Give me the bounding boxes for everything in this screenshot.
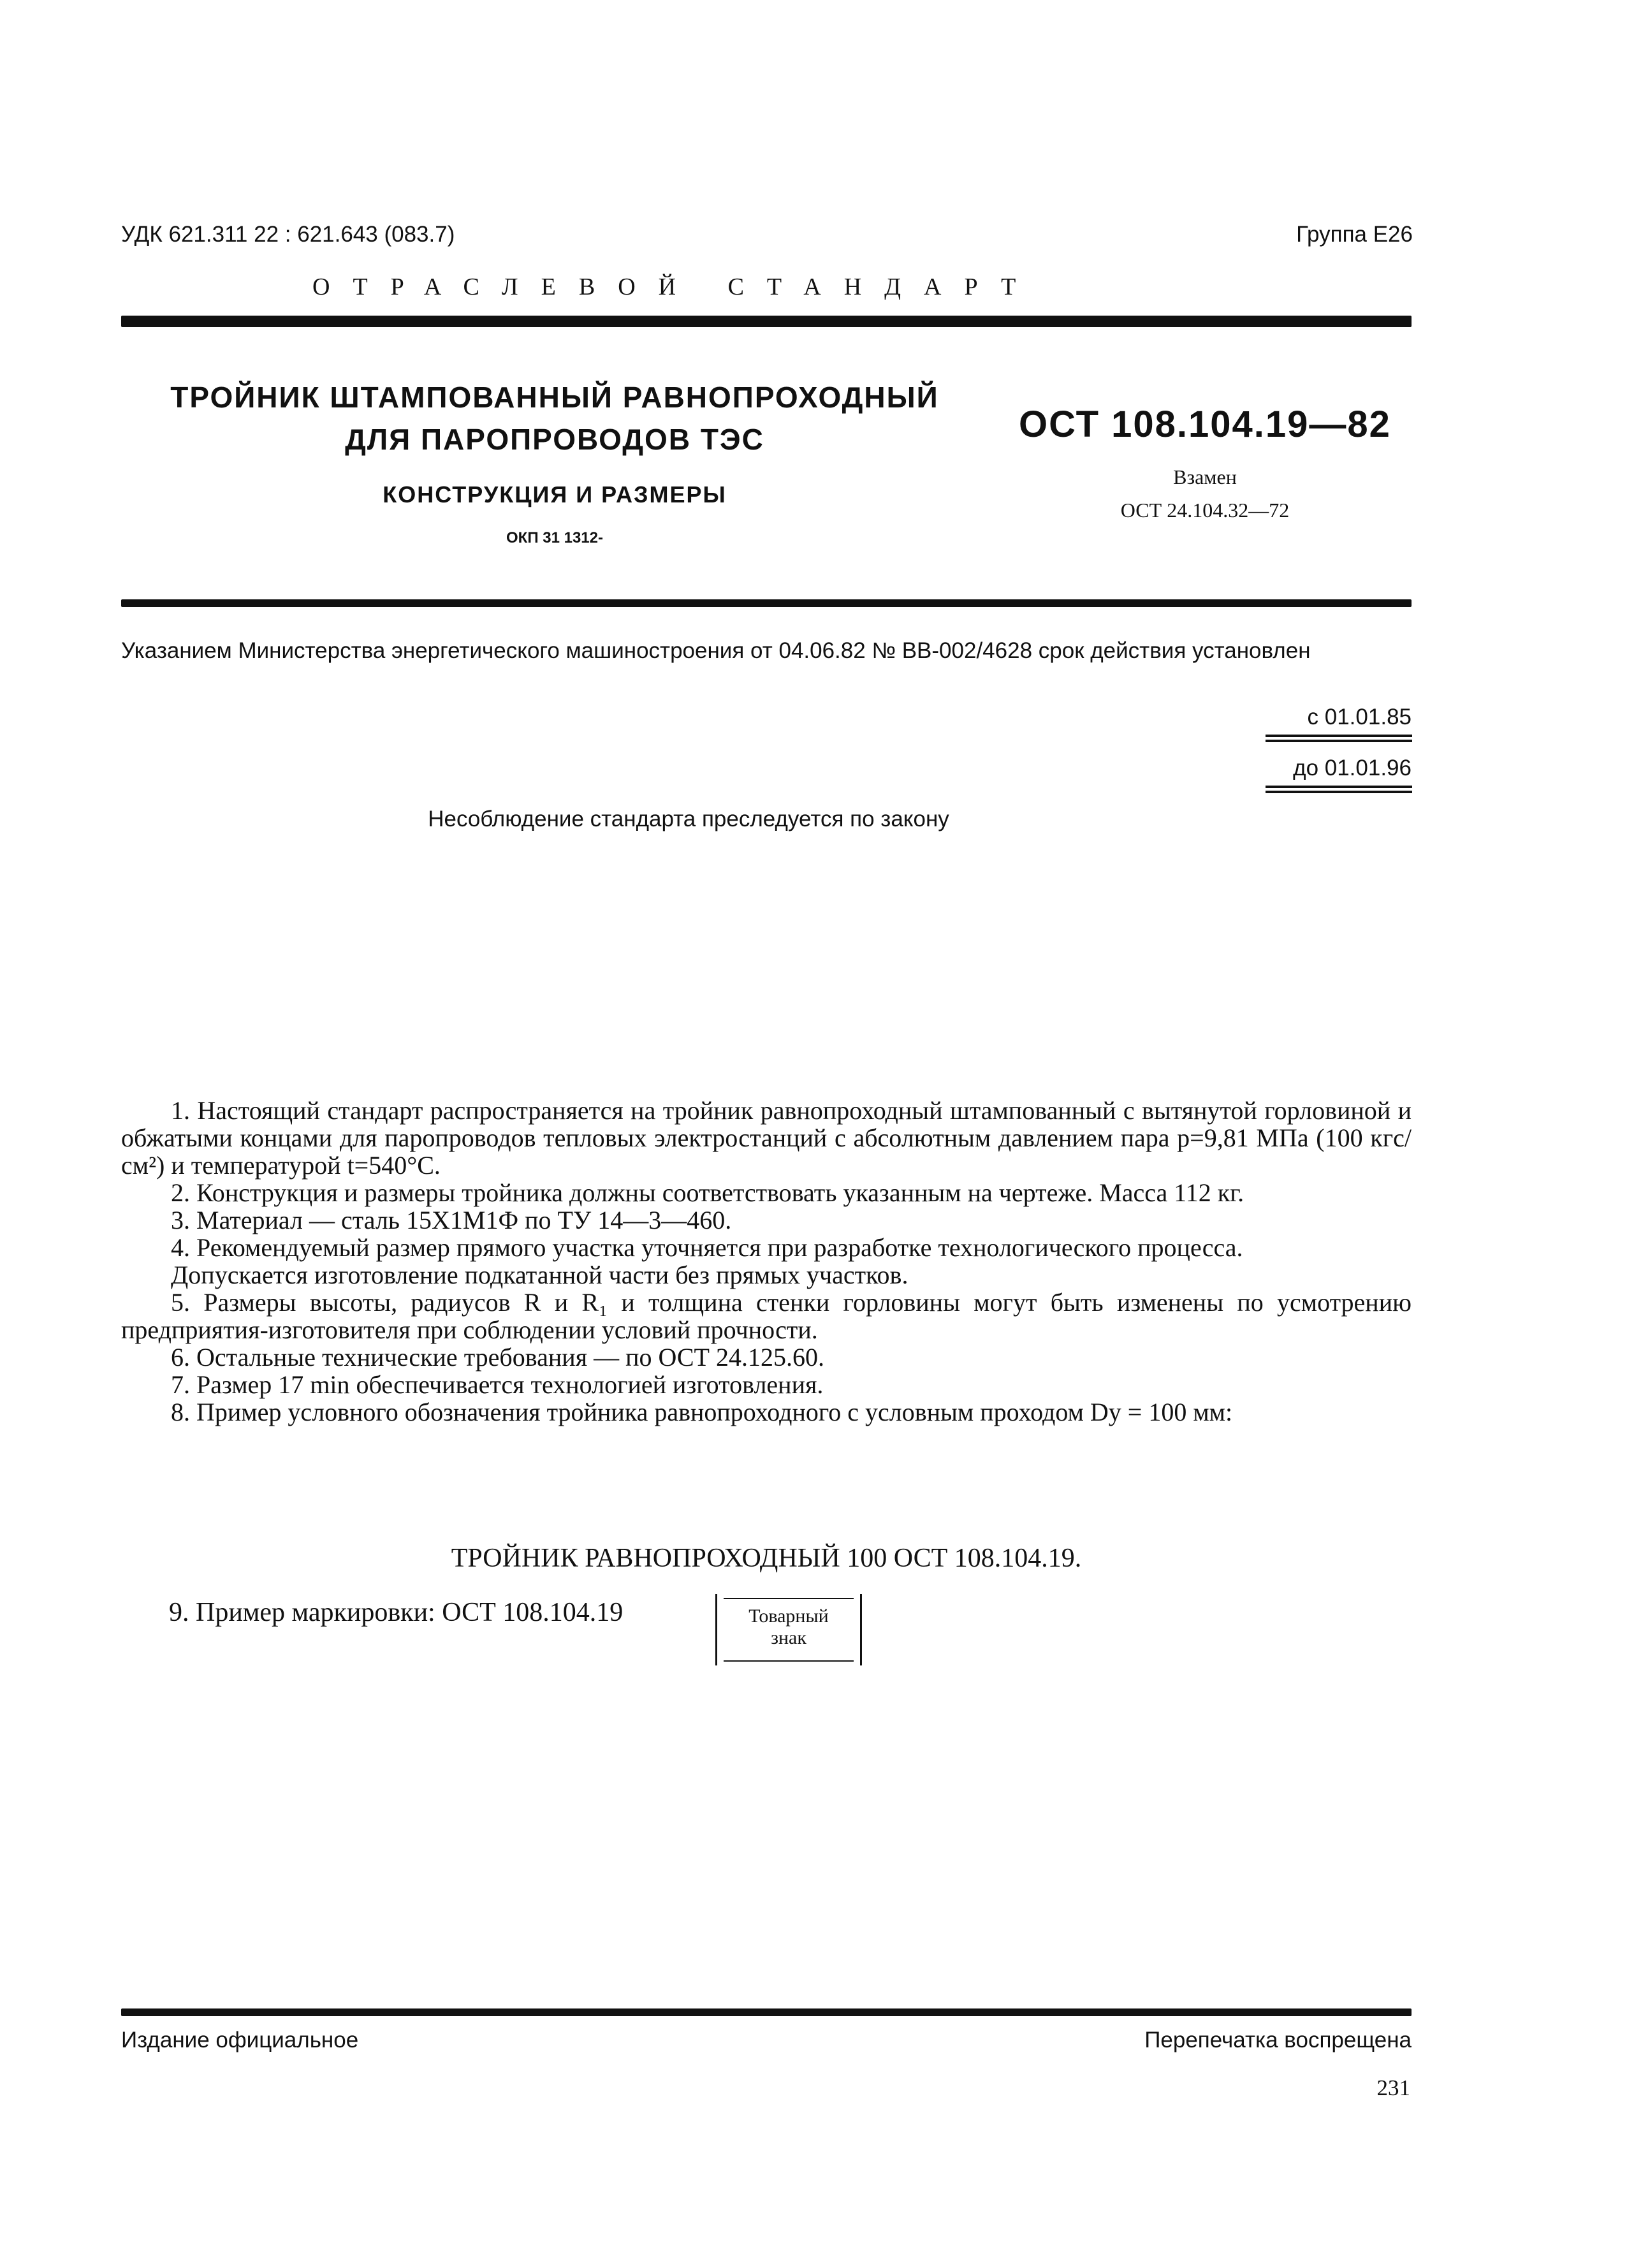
document-subtitle: КОНСТРУКЦИЯ И РАЗМЕРЫ — [383, 481, 727, 508]
decree-text: Указанием Министерства энергетического машиностроения от 04.06.82 № ВВ-002/4628 срок действия установлен — [121, 638, 1311, 663]
document-title — [153, 376, 956, 460]
valid-to: до 01.01.96 — [1293, 756, 1412, 780]
trademark-top-line — [724, 1598, 854, 1599]
designation-example: ТРОЙНИК РАВНОПРОХОДНЫЙ 100 ОСТ 108.104.19. — [451, 1544, 1082, 1573]
title-rule — [121, 599, 1412, 607]
replaces-code: ОСТ 24.104.32—72 — [1120, 499, 1290, 522]
trademark-bottom-line — [724, 1660, 854, 1662]
standard-body — [121, 1097, 1412, 1426]
replaces-block — [995, 460, 1415, 527]
trademark-label — [717, 1606, 860, 1649]
valid-from-underline — [1266, 735, 1412, 742]
industry-standard-heading: ОТРАСЛЕВОЙ СТАНДАРТ — [312, 274, 1039, 300]
okp-code: ОКП 31 1312- — [506, 529, 603, 546]
clause-8: 8. Пример условного обозначения тройника равнопроходного с условным проходом Dу = 100 мм: — [171, 1398, 1233, 1426]
header-rule — [121, 316, 1412, 327]
legal-warning: Несоблюдение стандарта преследуется по закону — [428, 807, 949, 831]
trademark-line-2: знак — [771, 1627, 806, 1648]
trademark-line-1: Товарный — [748, 1606, 829, 1627]
page-number: 231 — [1376, 2075, 1410, 2100]
clause-4-note: Допускается изготовление подкатанной части без прямых участков. — [171, 1261, 908, 1289]
clause-7: 7. Размер 17 min обеспечивается технологией изготовления. — [171, 1370, 824, 1399]
clause-4: 4. Рекомендуемый размер прямого участка уточняется при разработке технологического процесса. — [171, 1233, 1243, 1262]
group-code: Группа Е26 — [1296, 222, 1413, 247]
clause-1: 1. Настоящий стандарт распространяется на тройник равнопроходный штампованный с вытянутой горловиной и обжатыми концами для паропроводов тепловых электростанций с абсолютным давлением пара p=9,81 МПа (100 кгс/см²) и температурой t=540°С. — [121, 1096, 1412, 1180]
clause-6: 6. Остальные технические требования — по ОСТ 24.125.60. — [171, 1343, 824, 1372]
footer-rule — [121, 2008, 1412, 2016]
clause-5: 5. Размеры высоты, радиусов R и R₁ и толщина стенки горловины могут быть изменены по усмотрению предприятия-изготовителя при соблюдении условий прочности. — [121, 1288, 1412, 1344]
standard-code: ОСТ 108.104.19—82 — [1019, 404, 1391, 445]
valid-from: с 01.01.85 — [1307, 705, 1412, 729]
marking-example: 9. Пример маркировки: ОСТ 108.104.19 — [169, 1598, 624, 1627]
title-line-2: ДЛЯ ПАРОПРОВОДОВ ТЭС — [345, 423, 764, 456]
udk-code: УДК 621.311 22 : 621.643 (083.7) — [121, 222, 455, 247]
edition-note: Издание официальное — [121, 2028, 359, 2052]
clause-2: 2. Конструкция и размеры тройника должны соответствовать указанным на чертеже. Масса 112 кг. — [171, 1178, 1244, 1207]
replaces-label: Взамен — [1173, 465, 1237, 488]
clause-3: 3. Материал — сталь 15Х1М1Ф по ТУ 14—3—460. — [171, 1206, 732, 1234]
valid-to-underline — [1266, 786, 1412, 793]
title-line-1: ТРОЙНИК ШТАМПОВАННЫЙ РАВНОПРОХОДНЫЙ — [170, 381, 939, 414]
trademark-box — [715, 1594, 862, 1665]
reprint-note: Перепечатка воспрещена — [1144, 2028, 1412, 2052]
